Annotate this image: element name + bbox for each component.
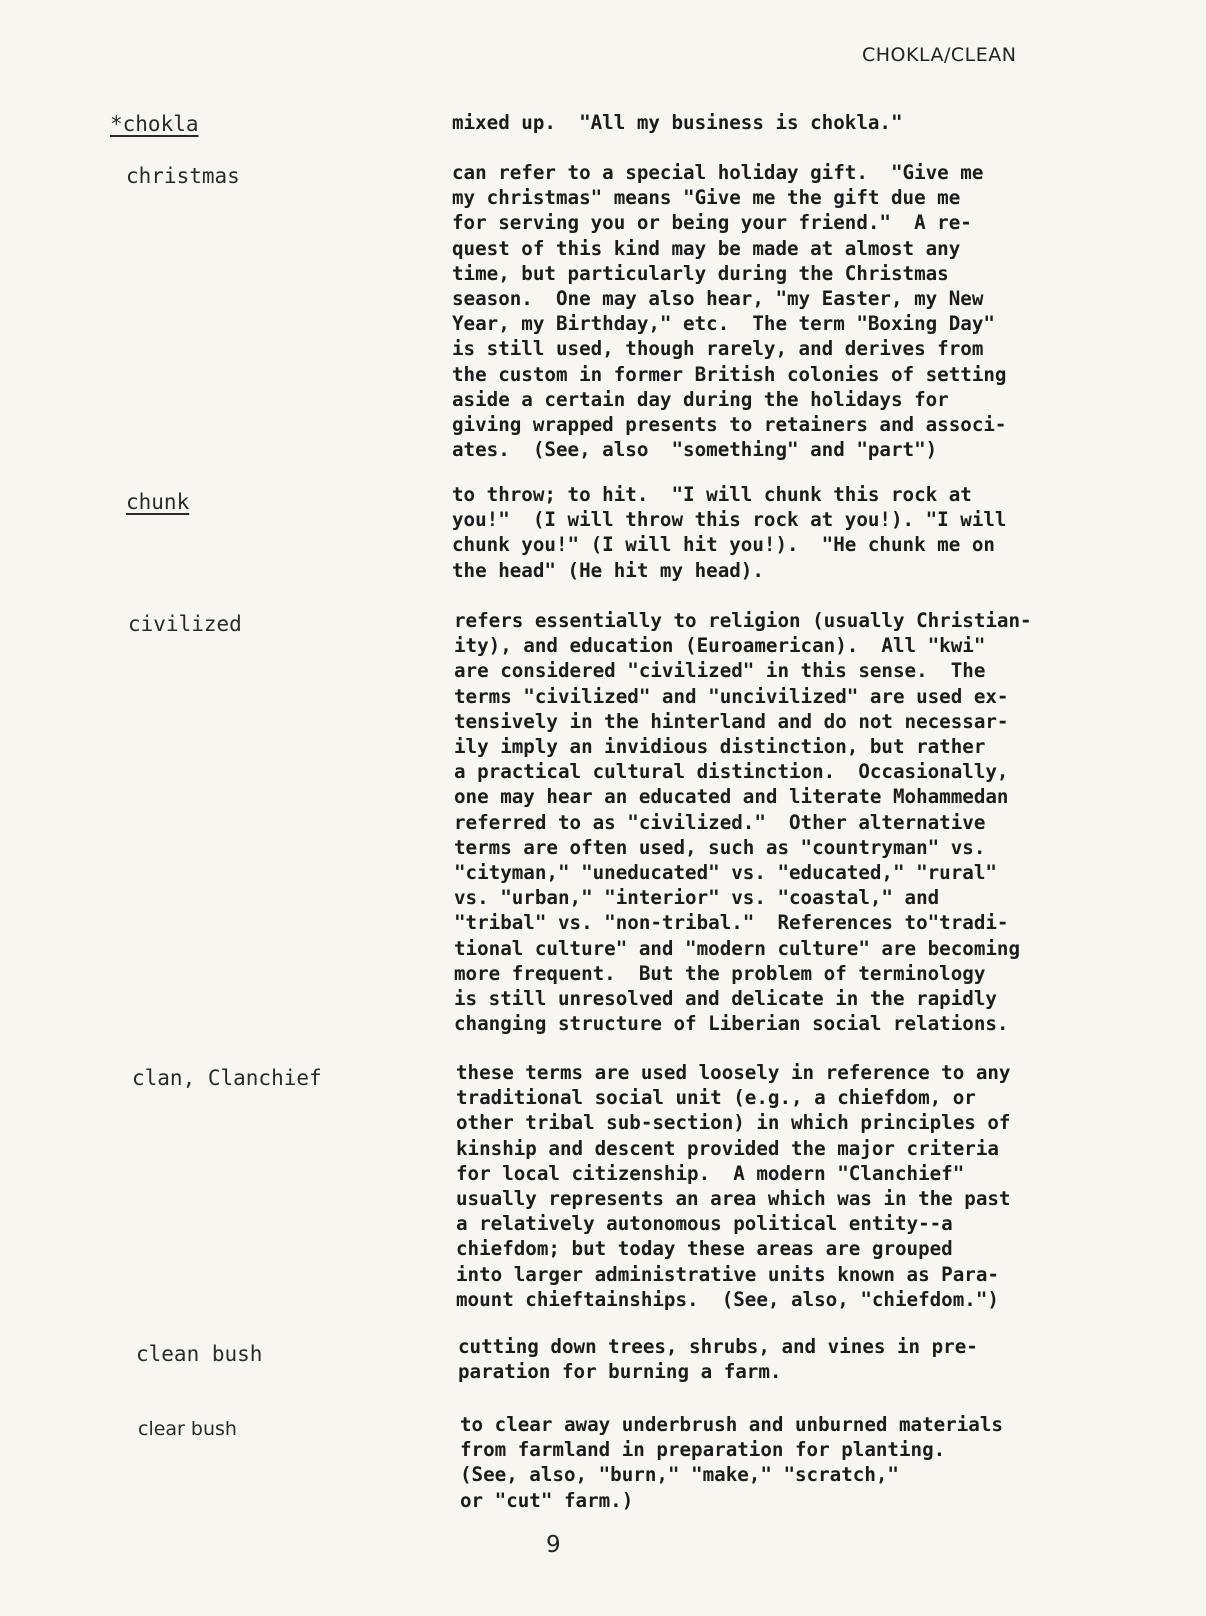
definition-line: my christmas" means "Give me the gift due me xyxy=(452,186,961,210)
entry-term: civilized xyxy=(128,612,242,636)
definition-line: terms "civilized" and "uncivilized" are used ex- xyxy=(454,684,1009,708)
definition-line: for local citizenship. A modern "Clanchief" xyxy=(456,1161,965,1185)
definition-line: giving wrapped presents to retainers and associ- xyxy=(452,413,1007,437)
definition-line: vs. "urban," "interior" vs. "coastal," and xyxy=(454,886,940,910)
definition-line: ates. (See, also "something" and "part") xyxy=(452,438,938,462)
definition-line: ily imply an invidious distinction, but rather xyxy=(454,735,986,759)
definition-line: chiefdom; but today these areas are grouped xyxy=(456,1237,953,1261)
definition-line: "tribal" vs. "non-tribal." References to"tradi- xyxy=(454,911,1009,935)
definition-line: you!" (I will throw this rock at you!). "I will xyxy=(452,508,1007,532)
definition-line: these terms are used loosely in reference to any xyxy=(456,1061,1011,1084)
definition-line: the head" (He hit my head). xyxy=(452,558,764,582)
entry-term: *chokla xyxy=(110,112,199,136)
entry-definition xyxy=(458,1334,1078,1384)
definition-line: from farmland in preparation for planting. xyxy=(460,1438,946,1462)
definition-line: or "cut" farm.) xyxy=(460,1488,634,1512)
definition-line: more frequent. But the problem of terminology xyxy=(454,961,986,985)
definition-line: ity), and education (Euroamerican). All "kwi" xyxy=(454,634,986,658)
definition-line: to throw; to hit. "I will chunk this rock at xyxy=(452,483,972,506)
definition-line: cutting down trees, shrubs, and vines in pre- xyxy=(458,1335,978,1358)
entry-term: clean bush xyxy=(136,1342,263,1366)
definition-line: Year, my Birthday," etc. The term "Boxing Day" xyxy=(452,312,995,336)
definition-line: to clear away underbrush and unburned materials xyxy=(460,1413,1003,1436)
definition-line: traditional social unit (e.g., a chiefdom, or xyxy=(456,1086,976,1110)
page-number: 9 xyxy=(546,1532,561,1558)
definition-line: the custom in former British colonies of setting xyxy=(452,362,1007,386)
definition-line: terms are often used, such as "countryman" vs. xyxy=(454,835,986,859)
running-head: CHOKLA/CLEAN xyxy=(862,44,1017,66)
definition-line: tional culture" and "modern culture" are becoming xyxy=(454,936,1021,960)
entry-term: christmas xyxy=(126,164,240,188)
entry-definition xyxy=(452,160,1072,462)
definition-line: usually represents an area which was in the past xyxy=(456,1187,1011,1211)
definition-line: chunk you!" (I will hit you!). "He chunk me on xyxy=(452,533,995,557)
definition-line: into larger administrative units known as Para- xyxy=(456,1262,999,1286)
entry-term: chunk xyxy=(126,490,190,514)
definition-line: paration for burning a farm. xyxy=(458,1360,782,1384)
entry-definition xyxy=(456,1060,1076,1312)
definition-line: a practical cultural distinction. Occasionally, xyxy=(454,760,1009,784)
definition-line: time, but particularly during the Christmas xyxy=(452,261,949,285)
definition-line: one may hear an educated and literate Mohammedan xyxy=(454,785,1009,809)
definition-line: mount chieftainships. (See, also, "chiefdom.") xyxy=(456,1287,999,1311)
definition-line: refers essentially to religion (usually Christian- xyxy=(454,609,1032,632)
definition-line: kinship and descent provided the major criteria xyxy=(456,1136,999,1160)
definition-line: is still unresolved and delicate in the rapidly xyxy=(454,987,997,1011)
definition-line: aside a certain day during the holidays for xyxy=(452,387,949,411)
entry-term: clear bush xyxy=(138,1418,237,1440)
entry-definition xyxy=(454,608,1074,1036)
definition-line: is still used, though rarely, and derives from xyxy=(452,337,984,361)
definition-line: tensively in the hinterland and do not necessar- xyxy=(454,709,1009,733)
definition-line: referred to as "civilized." Other alternative xyxy=(454,810,986,834)
entry-term: clan, Clanchief xyxy=(132,1066,322,1090)
definition-line: a relatively autonomous political entity--a xyxy=(456,1212,953,1236)
definition-line: can refer to a special holiday gift. "Give me xyxy=(452,161,984,184)
definition-line: quest of this kind may be made at almost any xyxy=(452,236,961,260)
entry-definition xyxy=(452,482,1072,583)
definition-line: (See, also, "burn," "make," "scratch," xyxy=(460,1463,899,1487)
definition-line: changing structure of Liberian social relations. xyxy=(454,1012,1009,1036)
definition-line: "cityman," "uneducated" vs. "educated," "rural" xyxy=(454,861,997,885)
entry-definition xyxy=(452,110,1072,135)
definition-line: mixed up. "All my business is chokla." xyxy=(452,111,903,134)
entry-definition xyxy=(460,1412,1080,1513)
definition-line: other tribal sub-section) in which principles of xyxy=(456,1111,1011,1135)
definition-line: are considered "civilized" in this sense. The xyxy=(454,659,986,683)
definition-line: season. One may also hear, "my Easter, my New xyxy=(452,287,984,311)
definition-line: for serving you or being your friend." A re- xyxy=(452,211,972,235)
